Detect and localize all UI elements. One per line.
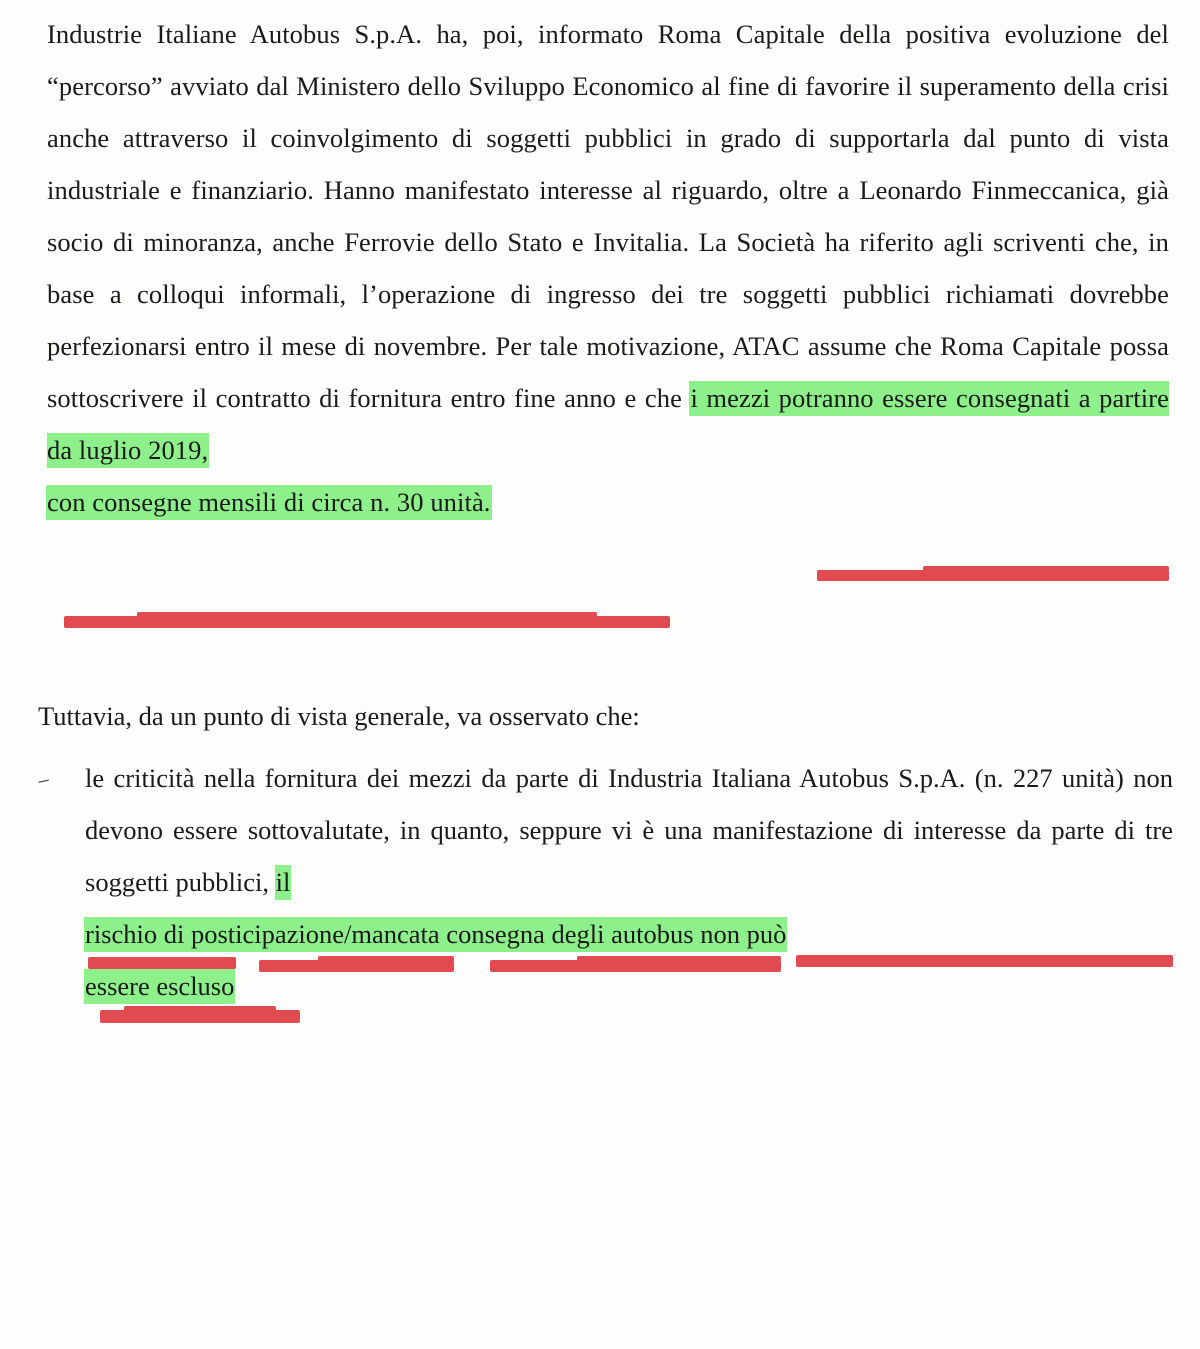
- highlight-il: il: [275, 867, 291, 897]
- list-item-text: [85, 752, 1173, 1012]
- highlight-consegne-mensili: con consegne mensili di circa n. 30 unità.: [47, 487, 491, 517]
- highlight-luglio-2019: i mezzi potranno essere consegnati a partire da luglio 2019,: [47, 383, 1169, 465]
- dash-bullet-icon: –: [36, 768, 51, 792]
- highlight-essere-escluso: essere escluso: [85, 971, 235, 1001]
- highlight-rischio-posticipazione: rischio di posticipazione/mancata consegna degli autobus non può: [85, 919, 787, 949]
- underline-luglio-2019: [817, 570, 1169, 581]
- underline-con-consegne-mensili: [64, 616, 670, 628]
- paragraph-2-text: Tuttavia, da un punto di vista generale, va osservato che:: [38, 701, 640, 731]
- bullet-list: [38, 752, 1173, 1012]
- paragraph-1-plain-text: Industrie Italiane Autobus S.p.A. ha, poi, informato Roma Capitale della positiva evoluzione del “percorso” avviato dal Ministero dello Sviluppo Economico al fine di favorire il superamento della crisi anche attraverso il coinvolgimento di soggetti pubblici in grado di supportarla dal punto di vista industriale e finanziario. Hanno manifestato interesse al riguardo, oltre a Leonardo Finmeccanica, già socio di minoranza, anche Ferrovie dello Stato e Invitalia. La Società ha riferito agli scriventi che, in base a colloqui informali, l’operazione di ingresso dei tre soggetti pubblici richiamati dovrebbe perfezionarsi entro il mese di novembre. Per tale motivazione, ATAC assume che Roma Capitale possa sottoscrivere il contratto di fornitura entro fine anno e che: [47, 19, 1169, 413]
- paragraph-1: [47, 8, 1169, 528]
- bullet-plain-text: le criticità nella fornitura dei mezzi da parte di Industria Italiana Autobus S.p.A. (n. 227 unità) non devono essere sottovalutate, in quanto, seppure vi è una manifestazione di interesse da parte di tre soggetti pubblici,: [85, 763, 1173, 897]
- list-item: [38, 752, 1173, 1012]
- paragraph-2: [38, 690, 1168, 742]
- paragraph-1-text: [47, 8, 1169, 528]
